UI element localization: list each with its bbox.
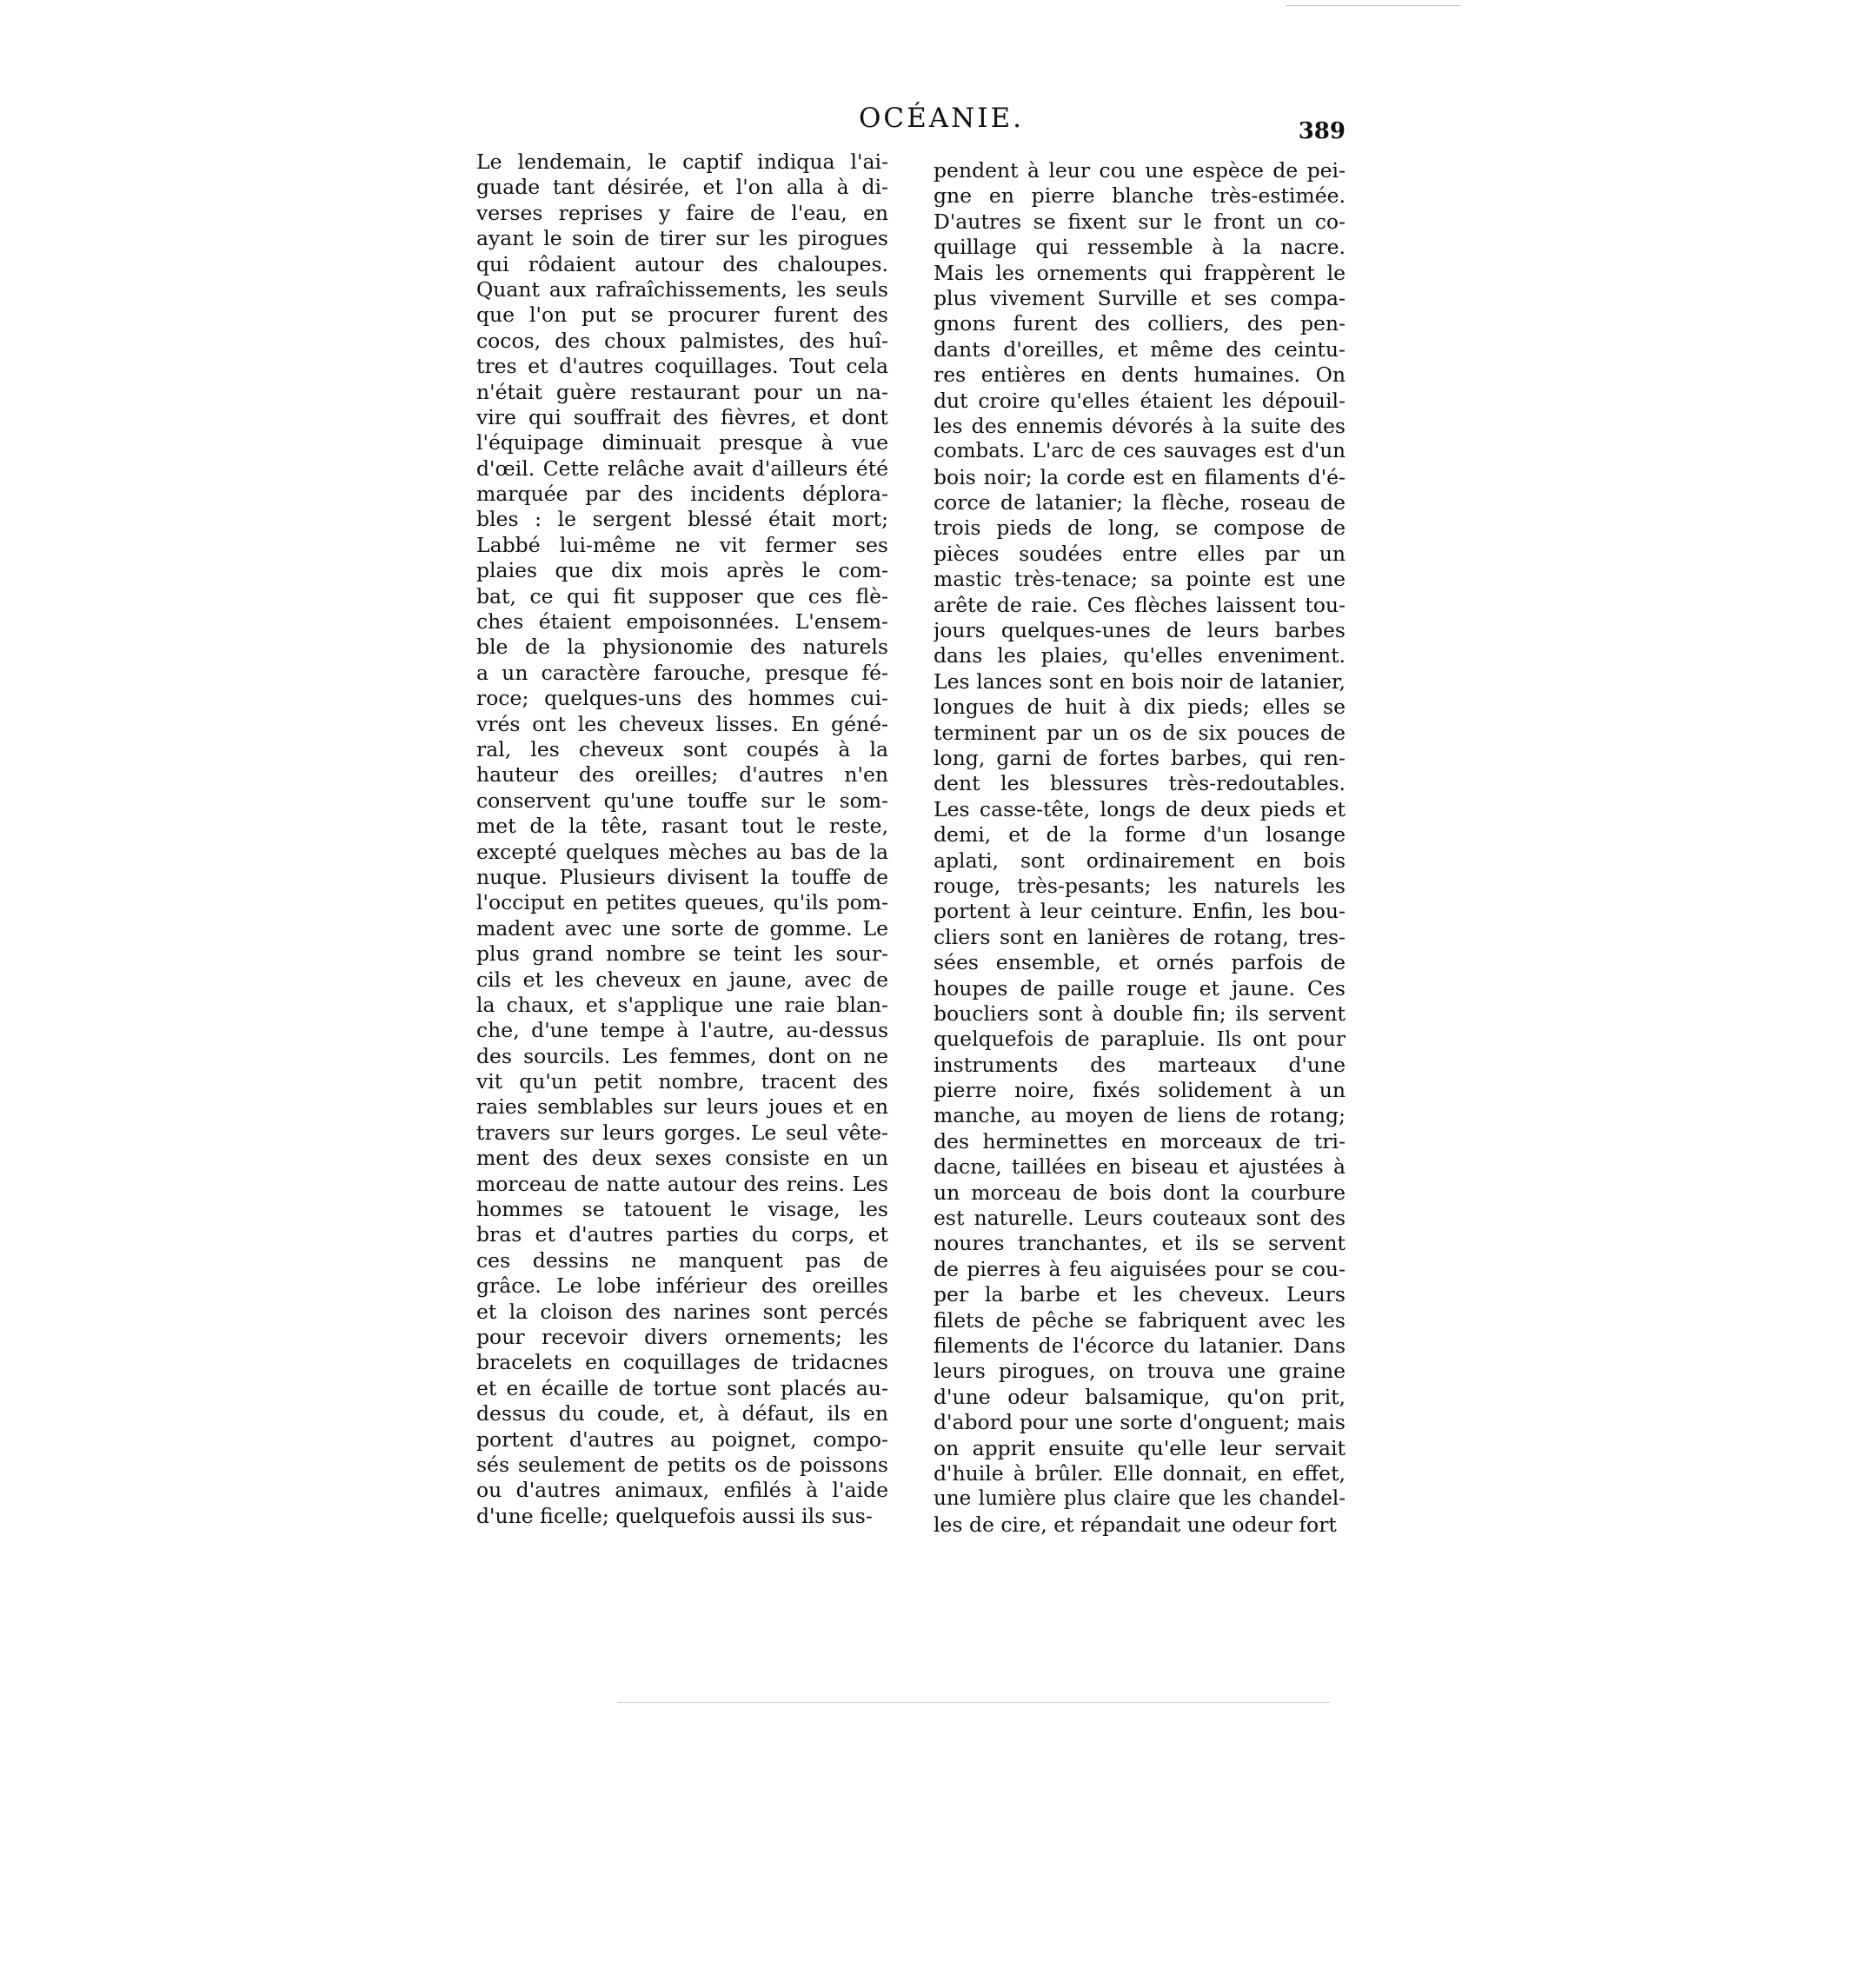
- text-line: ches étaient empoisonnées. L'ensem-: [476, 609, 888, 635]
- text-line: les des ennemis dévorés à la suite des: [934, 413, 1346, 438]
- text-line: ral, les cheveux sont coupés à la: [476, 736, 888, 761]
- text-line: gnons furent des colliers, des pen-: [934, 311, 1346, 336]
- text-line: vire qui souffrait des fièvres, et dont: [476, 404, 888, 429]
- text-line: d'une ficelle; quelquefois aussi ils sus-: [476, 1503, 873, 1528]
- text-line: des herminettes en morceaux de tri-: [934, 1128, 1346, 1154]
- text-line: n'était guère restaurant pour un na-: [476, 379, 888, 404]
- text-line: d'abord pour une sorte d'onguent; mais: [934, 1410, 1346, 1435]
- text-line: aplati, sont ordinairement en bois: [934, 848, 1346, 873]
- text-line: sées ensemble, et ornés parfois de: [934, 950, 1346, 975]
- text-line: les de cire, et répandait une odeur fort: [934, 1512, 1337, 1537]
- text-line: l'équipage diminuait presque à vue: [476, 430, 888, 455]
- text-line: Les lances sont en bois noir de latanier,: [934, 668, 1346, 694]
- text-line: cliers sont en lanières de rotang, tres-: [934, 924, 1346, 949]
- left-text-column: [476, 150, 888, 1529]
- text-line: instruments des marteaux d'une: [934, 1052, 1346, 1077]
- text-line: demi, et de la forme d'un losange: [934, 822, 1346, 848]
- text-line: noures tranchantes, et ils se servent: [934, 1231, 1346, 1256]
- text-line: des sourcils. Les femmes, dont on ne: [476, 1043, 888, 1068]
- text-line: quillage qui ressemble à la nacre.: [934, 235, 1346, 260]
- text-line: tres et d'autres coquillages. Tout cela: [476, 354, 888, 379]
- text-line: dent les blessures très-redoutables.: [934, 771, 1346, 796]
- text-line: mastic très-tenace; sa pointe est une: [934, 567, 1346, 592]
- page-header: [476, 103, 1346, 146]
- text-line: raies semblables sur leurs joues et en: [476, 1094, 888, 1120]
- text-line: hommes se tatouent le visage, les: [476, 1197, 888, 1222]
- scan-mark-bottom: [617, 1702, 1330, 1703]
- text-line: pendent à leur cou une espèce de pei-: [934, 158, 1346, 183]
- text-line: d'œil. Cette relâche avait d'ailleurs été: [476, 455, 888, 481]
- text-line: madent avec une sorte de gomme. Le: [476, 915, 888, 941]
- text-line: bracelets en coquillages de tridacnes: [476, 1350, 888, 1375]
- text-line: manche, au moyen de liens de rotang;: [934, 1103, 1346, 1128]
- text-line: longues de huit à dix pieds; elles se: [934, 695, 1346, 720]
- text-line: pour recevoir divers ornements; les: [476, 1324, 888, 1349]
- text-line: morceau de natte autour des reins. Les: [476, 1171, 888, 1196]
- text-line: et en écaille de tortue sont placés au-: [476, 1375, 888, 1400]
- text-line: arête de raie. Ces flèches laissent tou-: [934, 592, 1346, 617]
- text-line: d'huile à brûler. Elle donnait, en effet,: [934, 1460, 1346, 1486]
- text-line: qui rôdaient autour des chaloupes.: [476, 251, 888, 276]
- text-line: a un caractère farouche, presque fé-: [476, 660, 888, 685]
- text-line: plus grand nombre se teint les sour-: [476, 941, 888, 967]
- text-line: combats. L'arc de ces sauvages est d'un: [934, 440, 1346, 463]
- text-line: ces dessins ne manquent pas de: [476, 1247, 888, 1273]
- text-line: une lumière plus claire que les chandel-: [934, 1487, 1346, 1511]
- text-line: filets de pêche se fabriquent avec les: [934, 1307, 1346, 1333]
- right-text-column: [934, 158, 1346, 1538]
- text-line: marquée par des incidents déplora-: [476, 482, 888, 507]
- text-line: est naturelle. Leurs couteaux sont des: [934, 1206, 1346, 1231]
- text-line: corce de latanier; la flèche, roseau de: [934, 490, 1346, 515]
- text-line: plaies que dix mois après le com-: [476, 558, 888, 583]
- text-line: ble de la physionomie des naturels: [476, 635, 888, 660]
- text-line: Le lendemain, le captif indiqua l'ai-: [476, 150, 888, 174]
- text-line: met de la tête, rasant tout le reste,: [476, 814, 888, 839]
- text-line: excepté quelques mèches au bas de la: [476, 839, 888, 864]
- text-line: pierre noire, fixés solidement à un: [934, 1078, 1346, 1103]
- text-line: long, garni de fortes barbes, qui ren-: [934, 745, 1346, 770]
- text-line: Les casse-tête, longs de deux pieds et: [934, 796, 1346, 821]
- text-line: dants d'oreilles, et même des ceintu-: [934, 336, 1346, 362]
- text-line: l'occiput en petites queues, qu'ils pom-: [476, 890, 888, 915]
- text-line: ment des deux sexes consiste en un: [476, 1146, 888, 1171]
- text-line: un morceau de bois dont la courbure: [934, 1180, 1346, 1205]
- text-line: dessus du coude, et, à défaut, ils en: [476, 1401, 888, 1426]
- text-line: verses reprises y faire de l'eau, en: [476, 200, 888, 225]
- text-line: quelquefois de parapluie. Ils ont pour: [934, 1027, 1346, 1052]
- text-line: che, d'une tempe à l'autre, au-dessus: [476, 1018, 888, 1043]
- text-line: nuque. Plusieurs divisent la touffe de: [476, 864, 888, 889]
- text-line: D'autres se fixent sur le front un co-: [934, 209, 1346, 234]
- text-line: cocos, des choux palmistes, des huî-: [476, 328, 888, 353]
- text-line: on apprit ensuite qu'elle leur servait: [934, 1435, 1346, 1460]
- text-line: dans les plaies, qu'elles enveniment.: [934, 643, 1346, 668]
- text-line: hauteur des oreilles; d'autres n'en: [476, 762, 888, 788]
- text-line: plus vivement Surville et ses compa-: [934, 285, 1346, 310]
- text-line: jours quelques-unes de leurs barbes: [934, 618, 1346, 643]
- text-line: que l'on put se procurer furent des: [476, 303, 888, 328]
- text-line: bles : le sergent blessé était mort;: [476, 507, 888, 532]
- text-line: ou d'autres animaux, enfilés à l'aide: [476, 1478, 888, 1503]
- text-line: de pierres à feu aiguisées pour se cou-: [934, 1256, 1346, 1281]
- text-line: roce; quelques-uns des hommes cui-: [476, 686, 888, 711]
- text-line: conservent qu'une touffe sur le som-: [476, 788, 888, 813]
- text-line: portent à leur ceinture. Enfin, les bou-: [934, 899, 1346, 924]
- running-title: OCÉANIE.: [859, 103, 1025, 134]
- text-line: la chaux, et s'applique une raie blan-: [476, 992, 888, 1017]
- text-line: pièces soudées entre elles par un: [934, 541, 1346, 566]
- text-line: leurs pirogues, on trouva une graine: [934, 1359, 1346, 1384]
- text-line: rouge, très-pesants; les naturels les: [934, 873, 1346, 898]
- text-line: travers sur leurs gorges. Le seul vête-: [476, 1120, 888, 1145]
- text-line: d'une odeur balsamique, qu'on prit,: [934, 1384, 1346, 1409]
- text-line: boucliers sont à double fin; ils servent: [934, 1001, 1346, 1026]
- text-line: Labbé lui-même ne vit fermer ses: [476, 532, 888, 557]
- text-line: guade tant désirée, et l'on alla à di-: [476, 175, 888, 200]
- text-line: Quant aux rafraîchissements, les seuls: [476, 276, 888, 302]
- page-number: 389: [1298, 118, 1346, 144]
- text-line: ayant le soin de tirer sur les pirogues: [476, 226, 888, 251]
- text-line: dacne, taillées en biseau et ajustées à: [934, 1154, 1346, 1180]
- text-line: bois noir; la corde est en filaments d'é-: [934, 464, 1346, 489]
- text-line: Mais les ornements qui frappèrent le: [934, 260, 1346, 285]
- text-line: houpes de paille rouge et jaune. Ces: [934, 975, 1346, 1001]
- text-line: bat, ce qui fit supposer que ces flè-: [476, 583, 888, 608]
- text-line: dut croire qu'elles étaient les dépouil-: [934, 388, 1346, 413]
- scan-mark-top: [1286, 5, 1460, 6]
- text-line: sés seulement de petits os de poissons: [476, 1452, 888, 1477]
- text-line: grâce. Le lobe inférieur des oreilles: [476, 1273, 888, 1299]
- text-line: filements de l'écorce du latanier. Dans: [934, 1333, 1346, 1358]
- text-line: gne en pierre blanche très-estimée.: [934, 183, 1346, 209]
- text-line: cils et les cheveux en jaune, avec de: [476, 967, 888, 992]
- text-line: res entières en dents humaines. On: [934, 362, 1346, 388]
- text-line: trois pieds de long, se compose de: [934, 515, 1346, 541]
- text-line: vrés ont les cheveux lisses. En géné-: [476, 711, 888, 736]
- text-line: terminent par un os de six pouces de: [934, 720, 1346, 745]
- text-line: bras et d'autres parties du corps, et: [476, 1222, 888, 1247]
- text-line: et la cloison des narines sont percés: [476, 1299, 888, 1324]
- text-line: per la barbe et les cheveux. Leurs: [934, 1282, 1346, 1307]
- text-line: vit qu'un petit nombre, tracent des: [476, 1069, 888, 1094]
- text-line: portent d'autres au poignet, compo-: [476, 1426, 888, 1452]
